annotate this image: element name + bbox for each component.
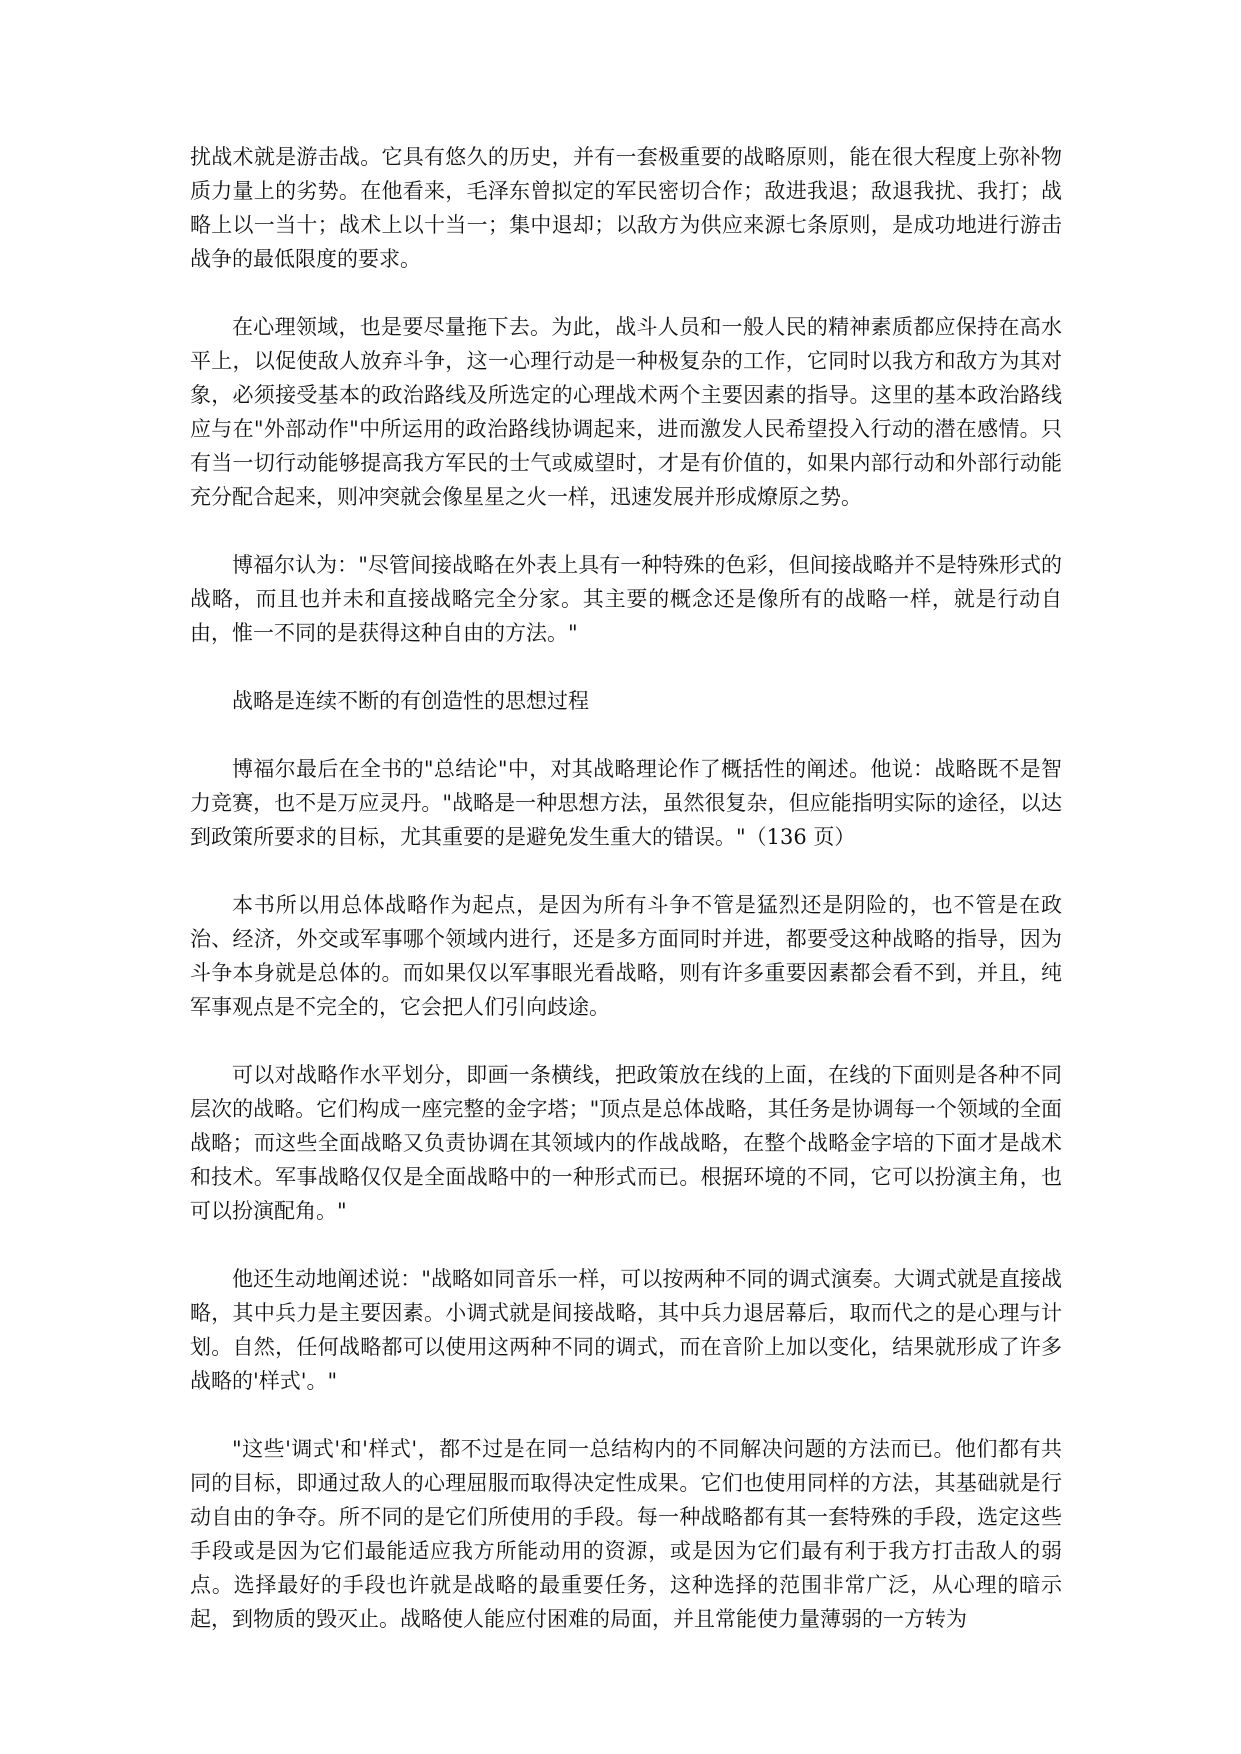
paragraph-7: 他还生动地阐述说："战略如同音乐一样，可以按两种不同的调式演奏。大调式就是直接战略，其中兵力是主要因素。小调式就是间接战略，其中兵力退居幕后，取而代之的是心理与计划。自然，任何战略都可以使用这两种不同的调式，而在音阶上加以变化，结果就形成了许多战略的'样式'。" bbox=[190, 1267, 1062, 1393]
paragraph-5: 本书所以用总体战略作为起点，是因为所有斗争不管是猛烈还是阴险的，也不管是在政治、经济，外交或军事哪个领域内进行，还是多方面同时并进，都要受这种战略的指导，因为斗争本身就是总体的。而如果仅以军事眼光看战略，则有许多重要因素都会看不到，并且，纯军事观点是不完全的，它会把人们引向歧途。 bbox=[190, 893, 1062, 1019]
paragraph-3: 博福尔认为："尽管间接战略在外表上具有一种特殊的色彩，但间接战略并不是特殊形式的战略，而且也并未和直接战略完全分家。其主要的概念还是像所有的战略一样，就是行动自由，惟一不同的是获得这种自由的方法。" bbox=[190, 553, 1062, 645]
paragraph-4: 博福尔最后在全书的"总结论"中，对其战略理论作了概括性的阐述。他说：战略既不是智力竞赛，也不是万应灵丹。"战略是一种思想方法，虽然很复杂，但应能指明实际的途径，以达到政策所要求的目标，尤其重要的是避免发生重大的错误。"（136 页） bbox=[190, 757, 1062, 849]
paragraph-2: 在心理领域，也是要尽量拖下去。为此，战斗人员和一般人民的精神素质都应保持在高水平上，以促使敌人放弃斗争，这一心理行动是一种极复杂的工作，它同时以我方和敌方为其对象，必须接受基本的政治路线及所选定的心理战术两个主要因素的指导。这里的基本政治路线应与在"外部动作"中所运用的政治路线协调起来，进而激发人民希望投入行动的潜在感情。只有当一切行动能够提高我方军民的士气或威望时，才是有价值的，如果内部行动和外部行动能充分配合起来，则冲突就会像星星之火一样，迅速发展并形成燎原之势。 bbox=[190, 315, 1062, 509]
paragraph-1: 扰战术就是游击战。它具有悠久的历史，并有一套极重要的战略原则，能在很大程度上弥补物质力量上的劣势。在他看来，毛泽东曾拟定的军民密切合作；敌进我退；敌退我扰、我打；战略上以一当十；战术上以十当一；集中退却；以敌方为供应来源七条原则，是成功地进行游击战争的最低限度的要求。 bbox=[190, 145, 1062, 271]
paragraph-8: "这些'调式'和'样式'，都不过是在同一总结构内的不同解决问题的方法而已。他们都有共同的目标，即通过敌人的心理屈服而取得决定性成果。它们也使用同样的方法，其基础就是行动自由的争夺。所不同的是它们所使用的手段。每一种战略都有其一套特殊的手段，选定这些手段或是因为它们最能适应我方所能动用的资源，或是因为它们最有利于我方打击敌人的弱点。选择最好的手段也许就是战略的最重要任务，这种选择的范围非常广泛，从心理的暗示起，到物质的毁灭止。战略使人能应付困难的局面，并且常能使力量薄弱的一方转为 bbox=[190, 1437, 1062, 1631]
document-body bbox=[190, 140, 1062, 1670]
paragraph-6: 可以对战略作水平划分，即画一条横线，把政策放在线的上面，在线的下面则是各种不同层次的战略。它们构成一座完整的金字塔；"顶点是总体战略，其任务是协调每一个领域的全面战略；而这些全面战略又负责协调在其领域内的作战战略，在整个战略金字培的下面才是战术和技术。军事战略仅仅是全面战略中的一种形式而已。根据环境的不同，它可以扮演主角，也可以扮演配角。" bbox=[190, 1063, 1062, 1223]
section-heading: 战略是连续不断的有创造性的思想过程 bbox=[232, 689, 589, 713]
